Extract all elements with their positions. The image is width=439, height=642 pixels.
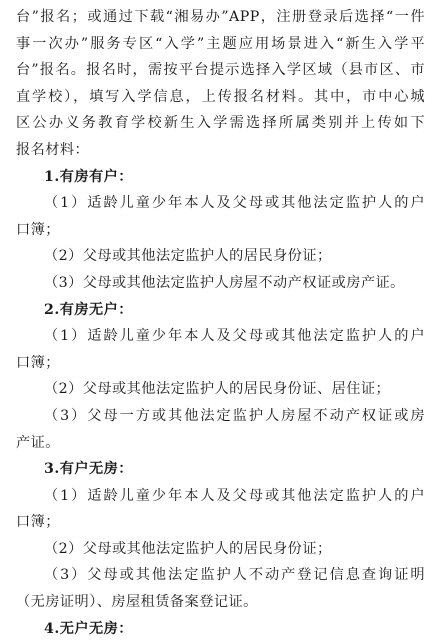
section-has-hukou-no-house — [16, 456, 425, 616]
section-no-hukou-no-house — [16, 616, 425, 642]
list-item-line: 口簿； — [16, 221, 60, 238]
section-heading: 4.无户无房： — [44, 620, 133, 637]
section-has-house-has-hukou — [16, 164, 425, 297]
list-item-line: 口簿； — [16, 354, 60, 371]
list-item-line: （3）父母一方或其他法定监护人房屋不动产权证或房 — [44, 407, 425, 424]
intro-paragraph — [16, 4, 425, 164]
intro-line: 台”报名；或通过下载“湘易办”APP，注册登录后选择“一件 — [16, 9, 425, 25]
list-item-line: （无房证明）、房屋租赁备案登记证。 — [16, 594, 258, 611]
list-item-line: （3）父母或其他法定监护人房屋不动产权证或房产证。 — [44, 274, 405, 291]
intro-line: 台”报名。报名时，需按平台提示选择入学区域（县市区、市 — [16, 62, 425, 79]
list-item-line: （1）适龄儿童少年本人及父母或其他法定监护人的户 — [44, 487, 425, 504]
list-item-line: （1）适龄儿童少年本人及父母或其他法定监护人的户 — [44, 195, 425, 212]
intro-line: 事一次办”服务专区“入学”主题应用场景进入“新生入学平 — [16, 35, 425, 52]
intro-line: 直学校），填写入学信息，上传报名材料。其中，市中心城 — [16, 88, 425, 105]
list-item-line: （1）适龄儿童少年本人及父母或其他法定监护人的户 — [44, 328, 425, 345]
list-item-line: （2）父母或其他法定监护人的居民身份证、居住证； — [44, 381, 391, 398]
section-heading: 3.有户无房： — [44, 461, 133, 478]
section-has-house-no-hukou — [16, 297, 425, 457]
section-heading: 2.有房无户： — [44, 301, 133, 318]
intro-line: 区公办义务教育学校新生入学需选择所属类别并上传如下 — [16, 115, 425, 132]
list-item-line: 产证。 — [16, 434, 60, 451]
list-item-line: （2）父母或其他法定监护人的居民身份证； — [44, 248, 332, 265]
intro-line: 报名材料： — [16, 141, 90, 158]
list-item-line: 口簿； — [16, 514, 60, 531]
list-item-line: （2）父母或其他法定监护人的居民身份证； — [44, 540, 332, 557]
list-item-line: （3）父母或其他法定监护人不动产登记信息查询证明 — [44, 567, 425, 584]
section-heading: 1.有房有户： — [44, 168, 133, 185]
